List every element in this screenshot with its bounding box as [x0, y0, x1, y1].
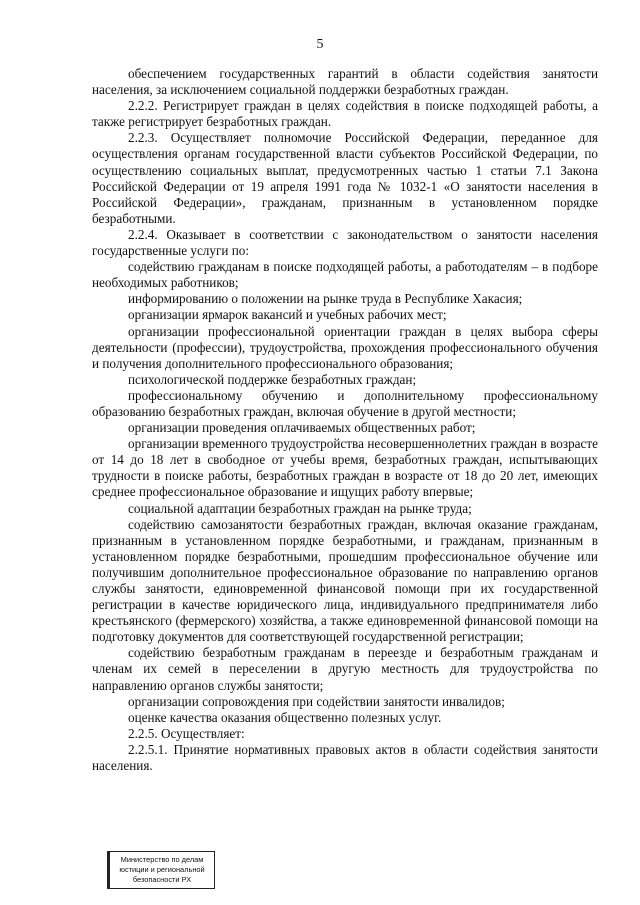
paragraph: 2.2.4. Оказывает в соответствии с законодательством о занятости населения государственные услуги по:	[92, 226, 598, 259]
list-item: организации проведения оплачиваемых общественных работ;	[128, 420, 476, 436]
paragraph: 2.2.5. Осуществляет:	[128, 725, 245, 741]
list-item: организации временного трудоустройства несовершеннолетних граждан в возрасте от 14 до 18 лет в свободное от учебы время, безработных граждан, испытывающих трудности в поиске работы, безработных граждан в возрасте от 18 до 20 лет, имеющих среднее профессиональное образование и ищущих работу впервые;	[92, 436, 598, 500]
list-item: организации сопровождения при содействии занятости инвалидов;	[128, 693, 505, 709]
paragraph: обеспечением государственных гарантий в области содействия занятости населения, за исключением социальной поддержки безработных граждан.	[92, 66, 598, 98]
stamp-line: юстиции и региональной	[119, 865, 205, 874]
stamp-line: Министерство по делам	[120, 855, 204, 864]
list-item: организации ярмарок вакансий и учебных рабочих мест;	[128, 307, 447, 323]
registration-stamp	[107, 851, 215, 889]
list-item: информированию о положении на рынке труда в Республике Хакасия;	[128, 291, 523, 307]
list-item: содействию самозанятости безработных граждан, включая оказание гражданам, признанным в установленном порядке безработными, и гражданам, признанным в установленном порядке безработными, прошедшим профессиональное обучение или получившим дополнительное профессиональное образование по направлению органов службы занятости, единовременной финансовой помощи при их государственной регистрации в качестве юридического лица, индивидуального предпринимателя либо крестьянского (фермерского) хозяйства, а также единовременной финансовой помощи на подготовку документов для соответствующей государственной регистрации;	[92, 516, 598, 645]
paragraph: 2.2.5.1. Принятие нормативных правовых актов в области содействия занятости населения.	[92, 741, 598, 774]
paragraph: 2.2.3. Осуществляет полномочие Российской Федерации, переданное для осуществления органам государственной власти субъектов Российской Федерации, по осуществлению социальных выплат, предусмотренных частью 1 статьи 7.1 Закона Российской Федерации от 19 апреля 1991 года № 1032-1 «О занятости населения в Российской Федерации», гражданам, признанным в установленном порядке безработными.	[92, 130, 598, 226]
paragraph: 2.2.2. Регистрирует граждан в целях содействия в поиске подходящей работы, а также регистрирует безработных граждан.	[92, 98, 598, 130]
list-item: психологической поддержке безработных граждан;	[128, 371, 417, 387]
list-item: оценке качества оказания общественно полезных услуг.	[128, 709, 442, 725]
list-item: организации профессиональной ориентации граждан в целях выбора сферы деятельности (профессии), трудоустройства, прохождения профессионального обучения и получения дополнительного профессионального образования;	[92, 323, 598, 371]
list-item: содействию гражданам в поиске подходящей работы, а работодателям – в подборе необходимых работников;	[92, 259, 598, 291]
document-body	[92, 66, 598, 774]
stamp-line: безопасности РХ	[132, 875, 192, 884]
list-item: профессиональному обучению и дополнительному профессиональному образованию безработных граждан, включая обучение в другой местности;	[92, 387, 598, 419]
list-item: содействию безработным гражданам в переезде и безработным гражданам и членам их семей в переселении в другую местность для трудоустройства по направлению органов службы занятости;	[92, 645, 598, 693]
list-item: социальной адаптации безработных граждан на рынке труда;	[128, 500, 472, 516]
page-number: 5	[316, 37, 324, 52]
